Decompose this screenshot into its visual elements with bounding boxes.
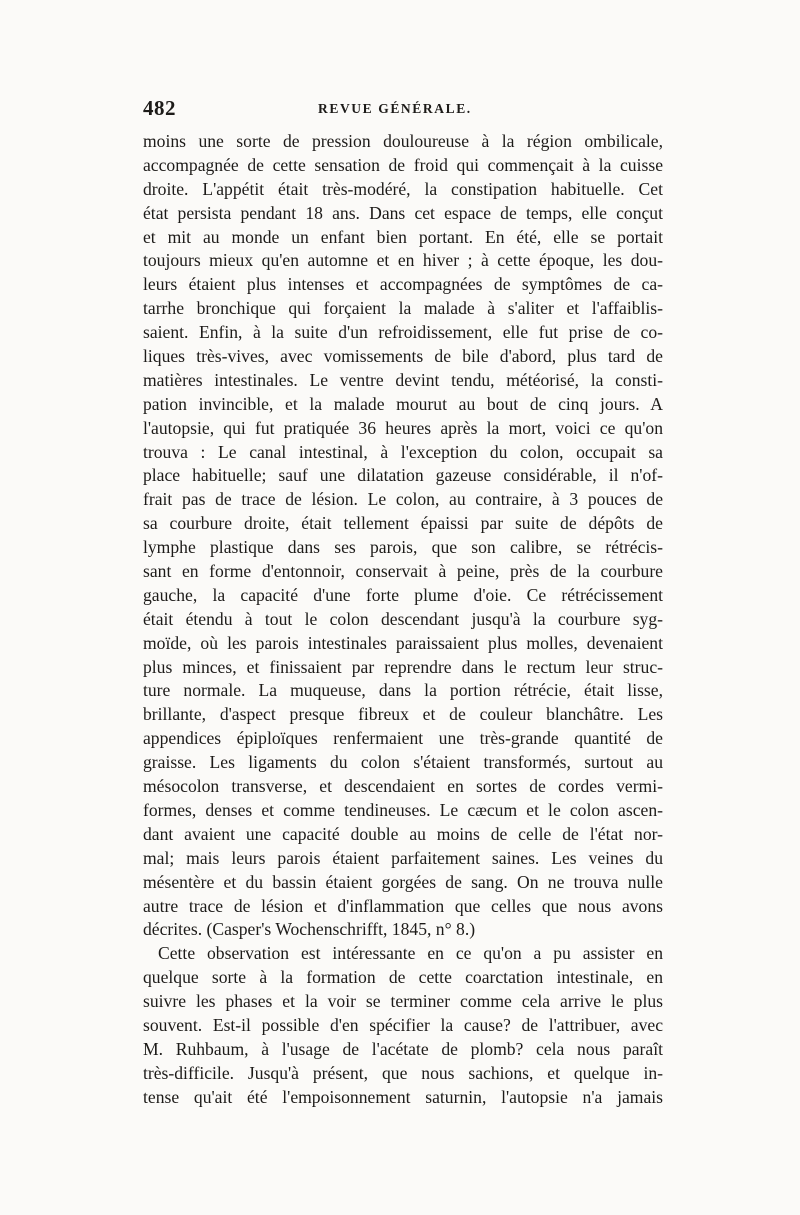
text-line: et mit au monde un enfant bien portant. En été, elle se portait xyxy=(143,226,663,247)
text-line: sa courbure droite, était tellement épaissi par suite de dépôts de xyxy=(143,513,663,534)
text-line: frait pas de trace de lésion. Le colon, au contraire, à 3 pouces de xyxy=(143,489,663,510)
text-line: saient. Enfin, à la suite d'un refroidissement, elle fut prise de co- xyxy=(143,322,663,343)
text-line: droite. L'appétit était très-modéré, la constipation habituelle. Cet xyxy=(143,178,663,199)
text-line: leurs étaient plus intenses et accompagnées de symptômes de ca- xyxy=(143,274,663,295)
text-line: M. Ruhbaum, à l'usage de l'acétate de plomb? cela nous paraît xyxy=(143,1038,663,1059)
page-number: 482 xyxy=(143,96,176,120)
text-line: formes, denses et comme tendineuses. Le cæcum et le colon ascen- xyxy=(143,799,663,820)
text-line: brillante, d'aspect presque fibreux et de couleur blanchâtre. Les xyxy=(143,704,663,725)
text-line: très-difficile. Jusqu'à présent, que nous sachions, et quelque in- xyxy=(143,1062,663,1083)
text-line: ture normale. La muqueuse, dans la portion rétrécie, était lisse, xyxy=(143,680,663,701)
text-line: mésentère et du bassin étaient gorgées de sang. On ne trouva nulle xyxy=(143,871,663,892)
paragraph xyxy=(143,942,663,1109)
text-line: mésocolon transverse, et descendaient en sortes de cordes vermi- xyxy=(143,776,663,797)
paragraph xyxy=(143,130,663,942)
text-line: appendices épiploïques renfermaient une très-grande quantité de xyxy=(143,728,663,749)
text-line: état persista pendant 18 ans. Dans cet espace de temps, elle conçut xyxy=(143,202,663,223)
text-line: quelque sorte à la formation de cette coarctation intestinale, en xyxy=(143,967,663,988)
text-line: sant en forme d'entonnoir, conservait à peine, près de la courbure xyxy=(143,561,663,582)
text-line: mal; mais leurs parois étaient parfaitement saines. Les veines du xyxy=(143,847,663,868)
text-line: tarrhe bronchique qui forçaient la malade à s'aliter et l'affaiblis- xyxy=(143,298,663,319)
text-line: place habituelle; sauf une dilatation gazeuse considérable, il n'of- xyxy=(143,465,663,486)
text-line: souvent. Est-il possible d'en spécifier la cause? de l'attribuer, avec xyxy=(143,1014,663,1035)
text-line: toujours mieux qu'en automne et en hiver ; à cette époque, les dou- xyxy=(143,250,663,271)
text-line: Cette observation est intéressante en ce qu'on a pu assister en xyxy=(158,943,663,964)
text-line: moins une sorte de pression douloureuse à la région ombilicale, xyxy=(143,131,663,151)
text-line: tense qu'ait été l'empoisonnement saturnin, l'autopsie n'a jamais xyxy=(143,1086,663,1107)
text-line: autre trace de lésion et d'inflammation que celles que nous avons xyxy=(143,895,663,916)
text-line: suivre les phases et la voir se terminer comme cela arrive le plus xyxy=(143,991,663,1012)
text-line: matières intestinales. Le ventre devint tendu, météorisé, la consti- xyxy=(143,369,663,390)
text-line: liques très-vives, avec vomissements de bile d'abord, plus tard de xyxy=(143,346,663,367)
body-text xyxy=(143,130,663,1110)
text-line: l'autopsie, qui fut pratiquée 36 heures après la mort, voici ce qu'on xyxy=(143,417,663,438)
text-line: lymphe plastique dans ses parois, que son calibre, se rétrécis- xyxy=(143,537,663,558)
page-header xyxy=(143,96,663,124)
text-line: graisse. Les ligaments du colon s'étaient transformés, surtout au xyxy=(143,752,663,773)
text-line: trouva : Le canal intestinal, à l'exception du colon, occupait sa xyxy=(143,441,663,462)
text-line: pation invincible, et la malade mourut au bout de cinq jours. A xyxy=(143,393,663,414)
text-line: dant avaient une capacité double au moins de celle de l'état nor- xyxy=(143,823,663,844)
text-line: accompagnée de cette sensation de froid qui commençait à la cuisse xyxy=(143,154,663,175)
text-line: décrites. (Casper's Wochenschrifft, 1845, n° 8.) xyxy=(143,919,476,940)
text-line: gauche, la capacité d'une forte plume d'oie. Ce rétrécissement xyxy=(143,584,663,605)
running-head: REVUE GÉNÉRALE. xyxy=(318,101,472,116)
text-line: plus minces, et finissaient par reprendre dans le rectum leur struc- xyxy=(143,656,663,677)
text-line: moïde, où les parois intestinales paraissaient plus molles, devenaient xyxy=(143,632,663,653)
text-line: était étendu à tout le colon descendant jusqu'à la courbure syg- xyxy=(143,608,663,629)
